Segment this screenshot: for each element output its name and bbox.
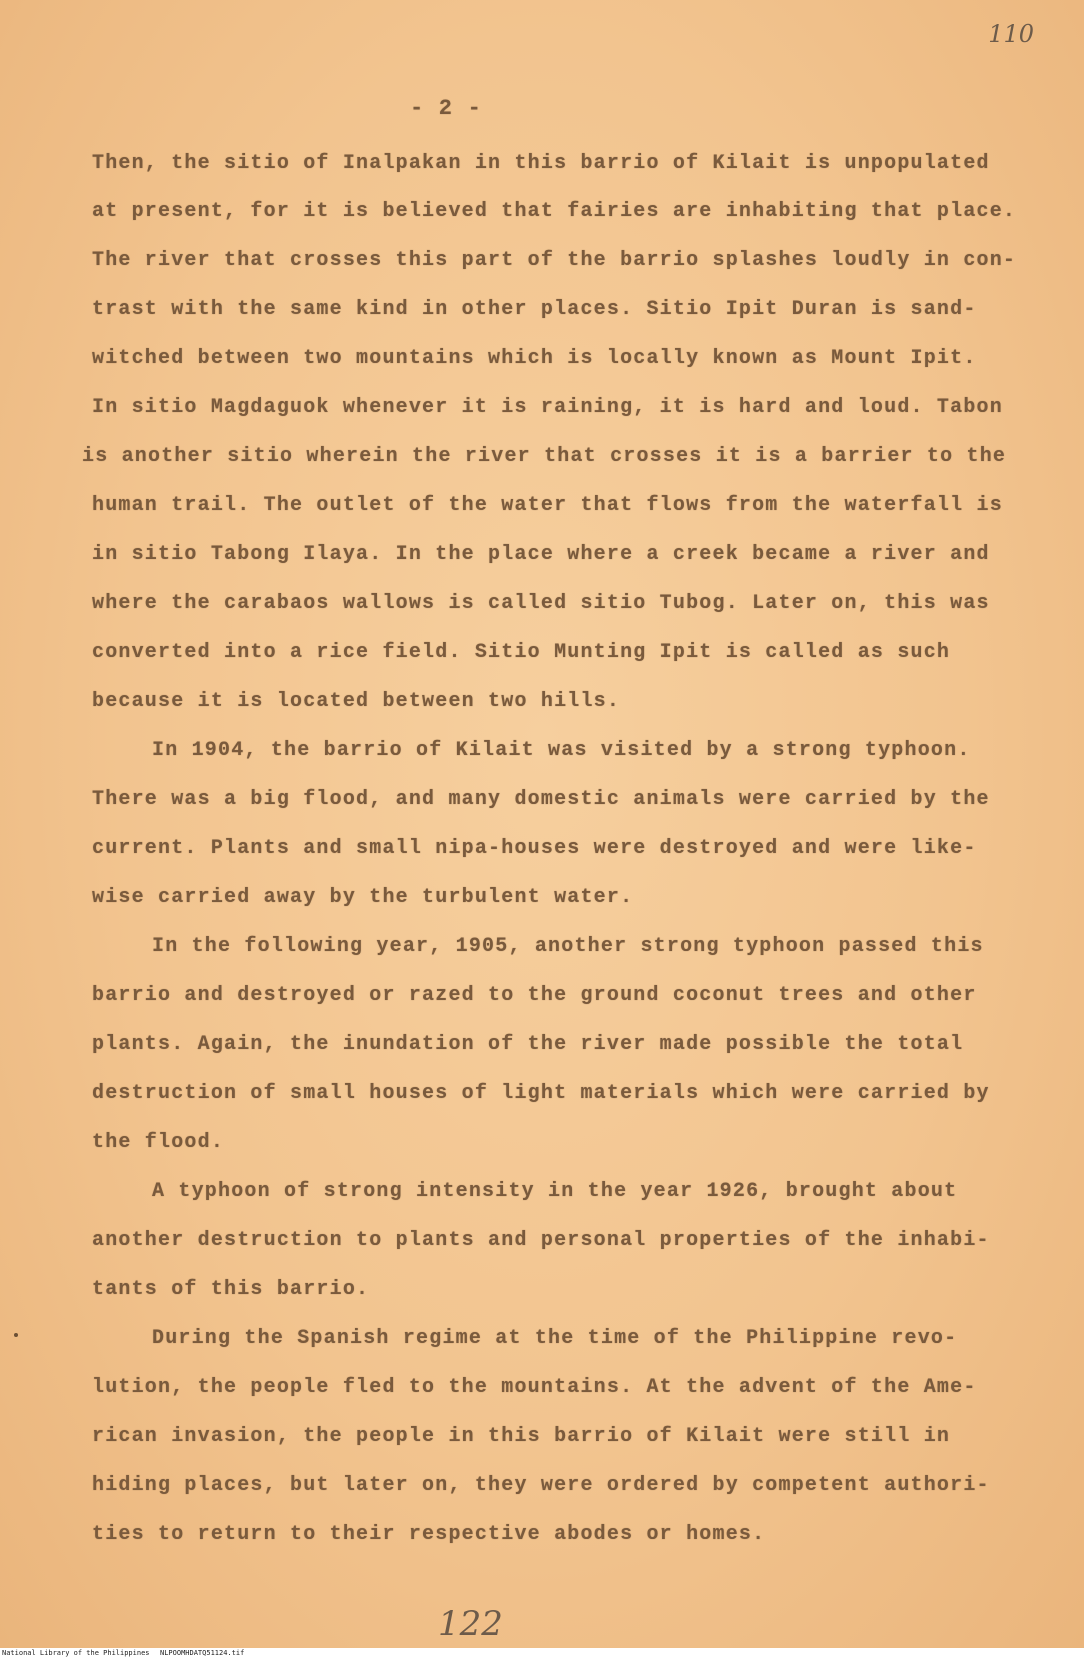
text-line: During the Spanish regime at the time of the Philippine revo- [152,1327,958,1350]
handwritten-catalog-number: 122 [438,1604,503,1644]
text-line: In 1904, the barrio of Kilait was visited by a strong typhoon. [152,739,971,762]
text-line: plants. Again, the inundation of the river made possible the total [92,1033,964,1056]
text-line: Then, the sitio of Inalpakan in this barrio of Kilait is unpopulated [92,152,990,175]
text-line: There was a big flood, and many domestic animals were carried by the [92,788,990,811]
text-line: because it is located between two hills. [92,690,621,713]
scan-footer [0,1648,1084,1658]
text-line: hiding places, but later on, they were ordered by competent authori- [92,1474,990,1497]
text-line: The river that crosses this part of the barrio splashes loudly in con- [92,249,1017,272]
text-line: trast with the same kind in other places. Sitio Ipit Duran is sand- [92,298,977,321]
text-line: destruction of small houses of light materials which were carried by [92,1082,990,1105]
footer-library: National Library of the Philippines [2,1649,150,1657]
text-line: at present, for it is believed that fairies are inhabiting that place. [92,200,1017,223]
text-line: human trail. The outlet of the water that flows from the waterfall is [92,494,1003,517]
page-number: - 2 - [410,96,483,121]
text-line: current. Plants and small nipa-houses were destroyed and were like- [92,837,977,860]
text-line: lution, the people fled to the mountains. At the advent of the Ame- [92,1376,977,1399]
text-line: another destruction to plants and personal properties of the inhabi- [92,1229,990,1252]
text-line: rican invasion, the people in this barrio of Kilait were still in [92,1425,951,1448]
ink-speck [14,1333,18,1337]
text-line: the flood. [92,1131,225,1154]
text-line: barrio and destroyed or razed to the ground coconut trees and other [92,984,977,1007]
text-line: In the following year, 1905, another strong typhoon passed this [152,935,984,958]
text-line: witched between two mountains which is locally known as Mount Ipit. [92,347,977,370]
text-line: tants of this barrio. [92,1278,370,1301]
text-line: A typhoon of strong intensity in the year 1926, brought about [152,1180,958,1203]
text-line: converted into a rice field. Sitio Munting Ipit is called as such [92,641,951,664]
text-line: In sitio Magdaguok whenever it is raining, it is hard and loud. Tabon [92,396,1003,419]
text-line: ties to return to their respective abodes or homes. [92,1523,766,1546]
footer-file: NLPOOMHDATQ51124.tif [160,1649,245,1657]
text-line: wise carried away by the turbulent water. [92,886,634,909]
handwritten-folio-number: 110 [988,20,1034,48]
text-line: where the carabaos wallows is called sitio Tubog. Later on, this was [92,592,990,615]
text-line: is another sitio wherein the river that crosses it is a barrier to the [82,445,1007,468]
text-line: in sitio Tabong Ilaya. In the place where a creek became a river and [92,543,990,566]
